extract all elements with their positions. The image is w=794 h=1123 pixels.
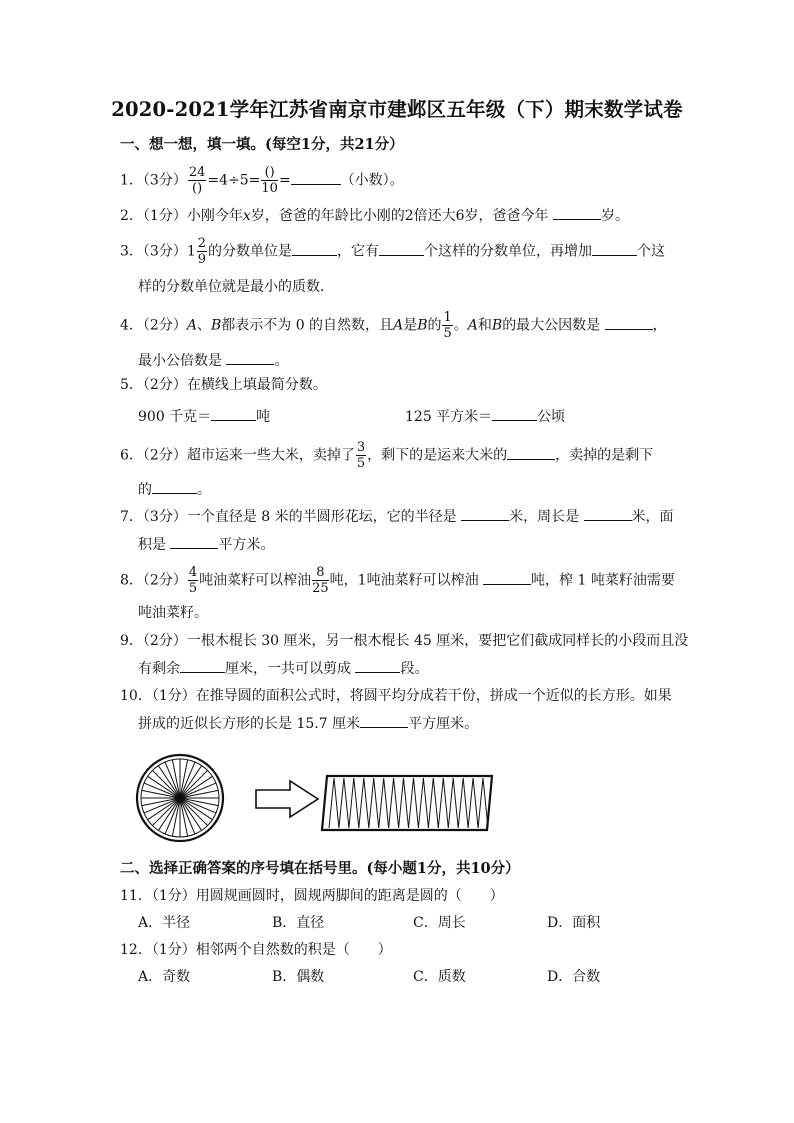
q7-a: 7．（3分）一个直径是 8 米的半圆形花坛，它的半径是 <box>120 509 462 525</box>
question-4 <box>120 311 667 340</box>
q6-line2b: 。 <box>197 482 211 498</box>
q7-line2b: 平方米。 <box>218 537 275 553</box>
q6-line-2 <box>138 479 211 500</box>
q1-eq: = <box>278 172 291 189</box>
q4-e: 和 <box>477 317 492 334</box>
q8-b: 吨，1吨油菜籽可以榨油 <box>329 572 484 589</box>
q2-tail: 岁。 <box>601 208 629 224</box>
q2-prefix: 2．（1分）小刚今年 <box>120 208 243 224</box>
right-arrow-icon <box>256 781 318 817</box>
q9-blank-2[interactable] <box>355 658 400 673</box>
q6-fraction <box>356 441 366 470</box>
q4-f-den: 5 <box>443 326 452 341</box>
rectangle-zigzag <box>329 778 488 828</box>
q10-line2b: 平方厘米。 <box>408 716 479 732</box>
q7-b: 米，周长是 <box>509 509 584 525</box>
q4-blank-1[interactable] <box>605 315 653 330</box>
q12-option-b[interactable]: B．偶数 <box>272 969 325 985</box>
q4-d: 。 <box>453 317 468 334</box>
q5-left-b: 吨 <box>256 409 271 425</box>
q5-left-a: 900 千克＝ <box>138 409 212 425</box>
q5-right <box>405 406 565 427</box>
question-5: 5．（2分）在横线上填最简分数。 <box>120 377 327 393</box>
q6-blank-1[interactable] <box>507 445 555 460</box>
q4-sep: 、 <box>196 317 211 334</box>
q7-blank-2[interactable] <box>584 506 632 521</box>
q9-line2b: 厘米，一共可以剪成 <box>225 661 356 677</box>
q12-option-c[interactable]: C．质数 <box>413 969 466 985</box>
question-10: 10．（1分）在推导圆的面积公式时，将圆平均分成若干份，拼成一个近似的长方形。如果 <box>120 688 672 704</box>
circle-spoke <box>152 798 180 826</box>
q4-b: 是 <box>403 317 418 334</box>
question-12: 12．（1分）相邻两个自然数的积是（ ） <box>120 942 392 958</box>
q2-variable: x <box>242 208 251 224</box>
q6-line2a: 的 <box>138 482 152 498</box>
q7-line2a: 积是 <box>138 537 171 553</box>
q3-blank-3[interactable] <box>592 241 637 256</box>
q8-f2-den: 25 <box>312 581 329 596</box>
q4-c: 的 <box>427 317 442 334</box>
q3-fraction <box>197 237 207 266</box>
approximate-rectangle <box>322 776 492 830</box>
q4-g: ， <box>652 317 667 334</box>
q4-var-a-2: A <box>393 317 404 334</box>
q7-blank-1[interactable] <box>461 506 509 521</box>
q1-f2-den: 10 <box>261 181 278 196</box>
circle-spoke <box>152 770 180 798</box>
q7-c: 米，面 <box>631 509 674 525</box>
q9-blank-1[interactable] <box>180 658 225 673</box>
q6-prefix: 6．（2分）超市运来一些大米，卖掉了 <box>120 447 355 464</box>
q9-line2a: 有剩余 <box>138 661 180 677</box>
q3-d: 个这 <box>637 243 666 260</box>
q9-line-2 <box>138 658 428 679</box>
q4-var-b: B <box>210 317 222 334</box>
q1-fraction-1 <box>188 166 207 195</box>
q8-f1-num: 4 <box>188 565 198 580</box>
q1-mid: =4÷5= <box>207 172 261 189</box>
q7-line-2 <box>138 534 274 555</box>
q3-f-num: 2 <box>197 236 207 251</box>
q10-line2a: 拼成的近似长方形的长是 15.7 厘米 <box>138 716 361 732</box>
q4-var-a: A <box>186 317 197 334</box>
q8-blank-1[interactable] <box>483 570 531 585</box>
q3-c: 个这样的分数单位，再增加 <box>424 243 593 260</box>
question-7 <box>120 506 674 527</box>
q5-blank-2[interactable] <box>492 406 537 421</box>
q1-f2-num: () <box>261 166 278 181</box>
q6-a: ，剩下的是运来大米的 <box>367 447 508 464</box>
q8-prefix: 8．（2分） <box>120 572 187 589</box>
q7-blank-3[interactable] <box>170 534 218 549</box>
q8-c: 吨，榨 1 吨菜籽油需要 <box>531 572 675 589</box>
q1-f1-den: () <box>192 181 203 196</box>
q5-right-b: 公顷 <box>537 409 566 425</box>
question-2 <box>120 205 629 226</box>
q8-a: 吨油菜籽可以榨油 <box>199 572 312 589</box>
q6-f-den: 5 <box>356 456 366 471</box>
q5-left <box>138 406 270 427</box>
circle-to-rectangle-figure <box>130 748 500 848</box>
q10-line-2 <box>138 713 478 734</box>
q11-option-d[interactable]: D．面积 <box>547 915 601 931</box>
question-11: 11．（1分）用圆规画圆时，圆规两脚间的距离是圆的（ ） <box>120 888 504 904</box>
q4-a: 都表示不为 0 的自然数，且 <box>221 317 394 334</box>
circle-spoke <box>180 770 208 798</box>
q11-option-c[interactable]: C．周长 <box>413 915 466 931</box>
q10-blank[interactable] <box>360 713 408 728</box>
q9-line2c: 段。 <box>400 661 429 677</box>
rectangle-outline <box>322 776 492 830</box>
q3-a: 的分数单位是 <box>208 243 293 260</box>
q8-line-2: 吨油菜籽。 <box>138 605 208 621</box>
circle-spokes <box>141 759 219 837</box>
q8-f1-den: 5 <box>188 581 198 596</box>
q5-blank-1[interactable] <box>211 406 256 421</box>
q8-fraction-2 <box>312 566 329 595</box>
q12-option-d[interactable]: D．合数 <box>547 969 601 985</box>
q6-blank-2[interactable] <box>152 479 197 494</box>
q3-blank-2[interactable] <box>379 241 424 256</box>
q4-var-b-2: B <box>417 317 428 334</box>
question-8 <box>120 566 675 595</box>
divided-circle <box>137 755 223 841</box>
q3-b: ，它有 <box>337 243 380 260</box>
q2-blank[interactable] <box>553 205 601 220</box>
question-3 <box>120 237 665 266</box>
q4-var-a-3: A <box>467 317 478 334</box>
q4-line2a: 最小公倍数是 <box>138 353 227 369</box>
q11-option-b[interactable]: B．直径 <box>272 915 325 931</box>
q4-line-2 <box>138 350 288 371</box>
q6-b: ，卖掉的是剩下 <box>555 447 654 464</box>
q1-fraction-2 <box>261 166 278 195</box>
q1-blank[interactable] <box>291 170 341 185</box>
q12-option-a[interactable]: A．奇数 <box>138 969 191 985</box>
q1-f1-num: 24 <box>188 165 206 180</box>
question-6 <box>120 441 653 470</box>
q8-fraction-1 <box>188 566 198 595</box>
q4-prefix: 4．（2分） <box>120 317 187 334</box>
q4-f-num: 1 <box>443 310 452 325</box>
q3-blank-1[interactable] <box>292 241 337 256</box>
q3-line-2: 样的分数单位就是最小的质数． <box>138 279 334 295</box>
question-1 <box>120 166 404 195</box>
q1-tail: （小数）。 <box>340 172 404 189</box>
q1-prefix: 1．（3分） <box>120 172 187 189</box>
q11-option-a[interactable]: A．半径 <box>138 915 191 931</box>
q4-line2b: 。 <box>274 353 289 369</box>
q6-f-num: 3 <box>356 440 366 455</box>
q4-var-b-3: B <box>491 317 503 334</box>
q3-prefix: 3．（3分） <box>120 243 187 260</box>
circle-spoke <box>180 798 208 826</box>
q4-fraction <box>442 311 452 340</box>
q8-f2-num: 8 <box>312 566 329 581</box>
section-1-heading: 一、想一想，填一填。(每空1分，共21分） <box>120 136 404 153</box>
page-title: 2020-2021学年江苏省南京市建邺区五年级（下）期末数学试卷 <box>111 98 683 121</box>
q4-blank-2[interactable] <box>226 350 274 365</box>
question-9: 9．（2分）一根木棍长 30 厘米，另一根木棍长 45 厘米，要把它们截成同样长的小段而且没 <box>120 633 689 649</box>
q5-right-a: 125 平方米＝ <box>405 409 493 425</box>
q3-int: 1 <box>186 243 196 260</box>
q2-mid: 岁，爸爸的年龄比小刚的2倍还大6岁，爸爸今年 <box>250 208 553 224</box>
q4-f: 的最大公因数是 <box>502 317 605 334</box>
q3-f-den: 9 <box>197 252 207 267</box>
section-2-heading: 二、选择正确答案的序号填在括号里。(每小题1分，共10分） <box>120 860 520 877</box>
